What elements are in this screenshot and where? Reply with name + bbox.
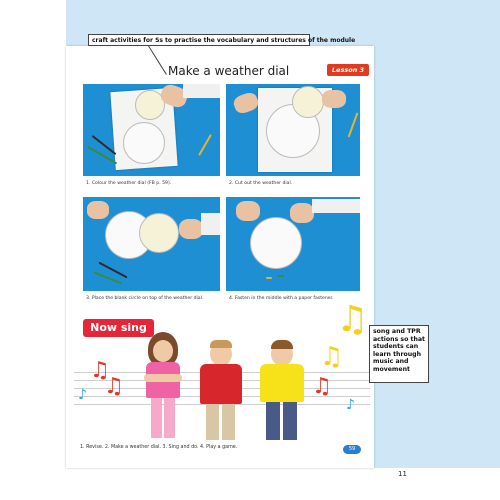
photo-step-3: [83, 197, 220, 291]
callout-craft: craft activities for Ss to practise the vocabulary and structures of the module: [88, 34, 310, 46]
music-note-icon: ♪: [78, 387, 87, 403]
boy-red-illustration: [198, 340, 244, 442]
photo-step-4: [226, 197, 360, 291]
photo-step-2: [226, 84, 360, 176]
page-number: 11: [398, 470, 407, 478]
photo-step-1: [83, 84, 220, 176]
girl-pink-illustration: [142, 332, 184, 440]
song-instructions: 1. Revise. 2. Make a weather dial. 3. Sing and do. 4. Play a game.: [80, 445, 238, 450]
music-note-icon: ♫: [104, 374, 124, 399]
book-page-label: 59: [343, 445, 361, 454]
lesson-badge: Lesson 3: [327, 64, 369, 76]
caption-step-2: 2. Cut out the weather dial.: [229, 181, 293, 186]
now-sing-heading: Now sing: [83, 319, 154, 337]
caption-step-4: 4. Fasten in the middle with a paper fastener.: [229, 296, 334, 301]
boy-yellow-illustration: [258, 340, 306, 442]
callout-song: song and TPR actions so that students can learn through music and movement: [369, 325, 429, 383]
music-note-icon: ♫: [336, 299, 369, 340]
music-note-icon: ♫: [320, 342, 344, 372]
music-note-icon: ♪: [346, 397, 355, 413]
caption-step-1: 1. Colour the weather dial (FB p. 59).: [86, 181, 172, 186]
music-note-icon: ♫: [90, 358, 110, 383]
page-title: Make a weather dial: [168, 64, 290, 78]
music-note-icon: ♫: [312, 374, 332, 399]
caption-step-3: 3. Place the blank circle on top of the weather dial.: [86, 296, 204, 301]
